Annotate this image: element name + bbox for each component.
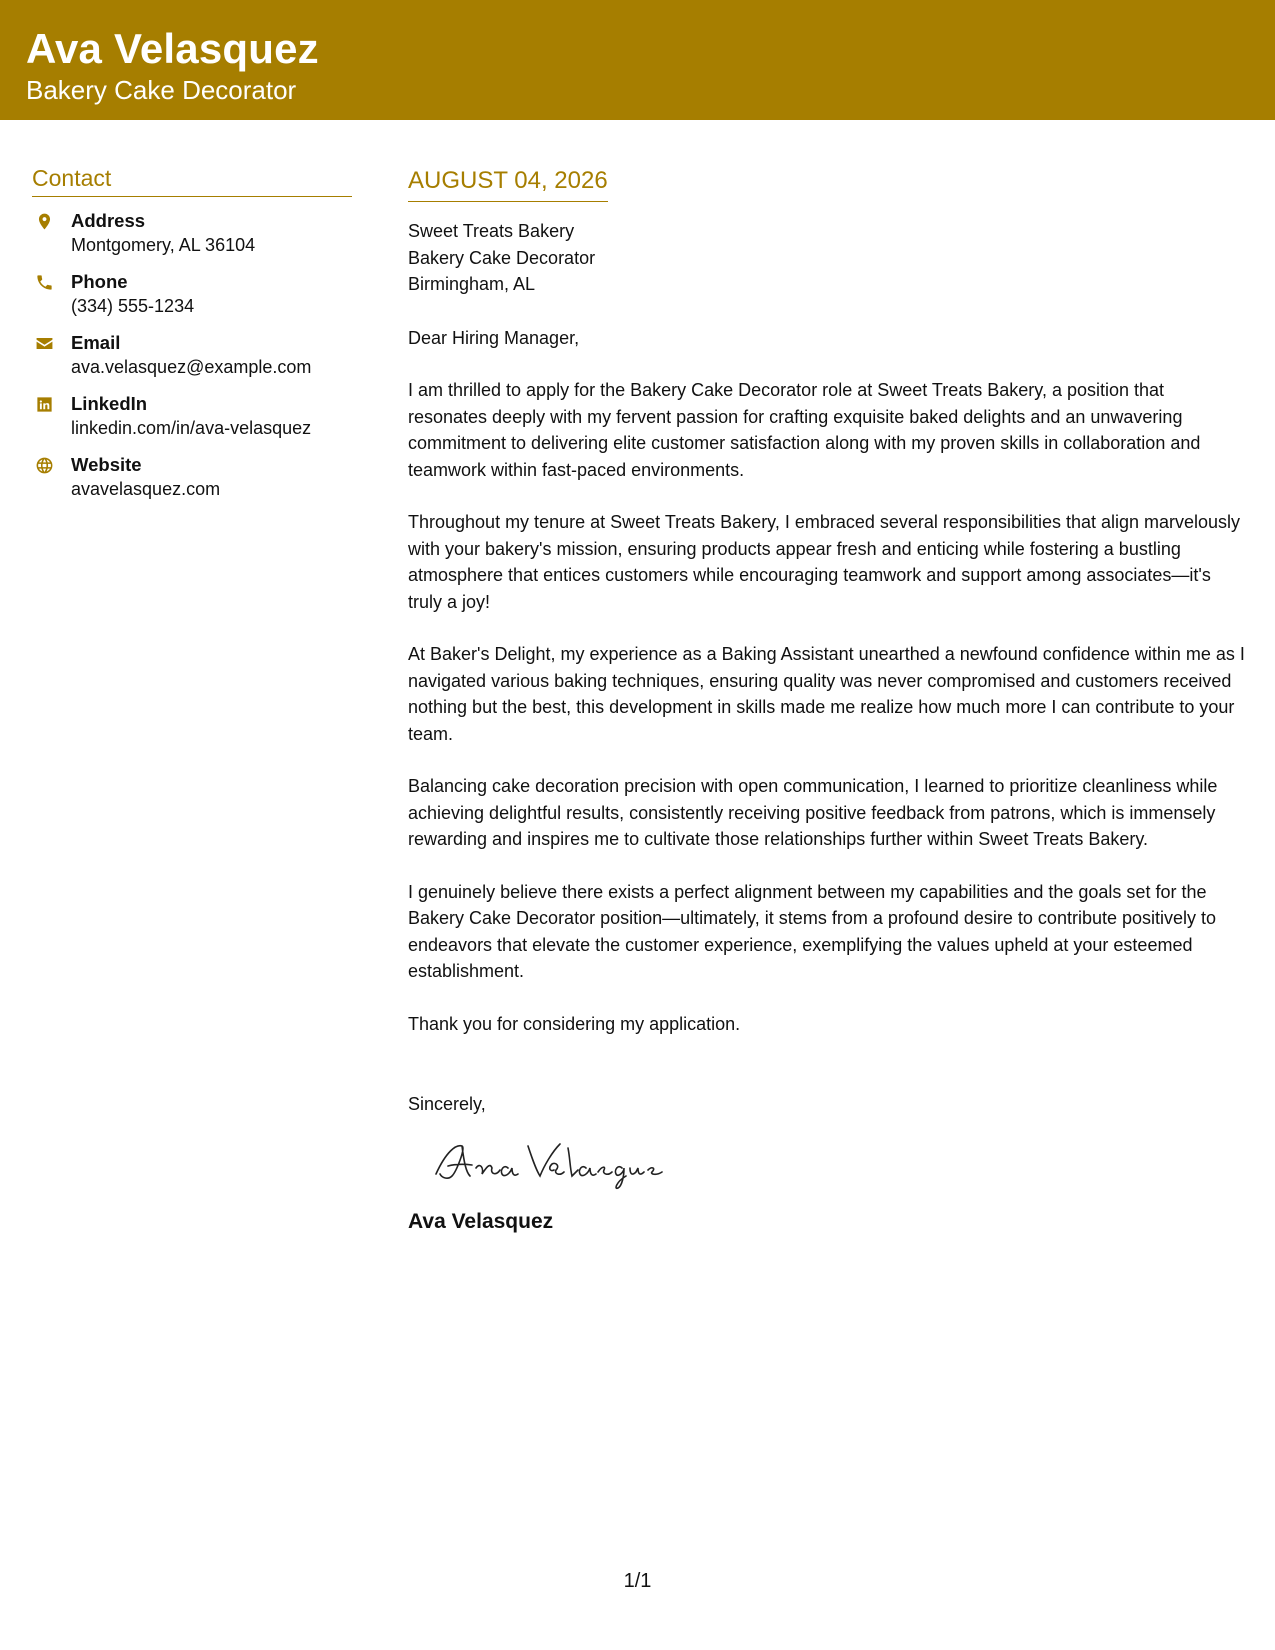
contact-item-linkedin (32, 392, 352, 440)
paragraph: I genuinely believe there exists a perfect alignment between my capabilities and the goals set for the Bakery Cake Decorator position—ultimately, it stems from a profound desire to contribute positively to endeavors that elevate the customer experience, exemplifying the values upheld at your esteemed establishment. (408, 881, 1217, 981)
closing: Sincerely, (408, 1094, 486, 1114)
letter-date: AUGUST 04, 2026 (408, 167, 608, 194)
phone-icon (34, 272, 54, 292)
map-pin-icon (34, 211, 54, 231)
sidebar (32, 164, 352, 514)
signature-image (426, 1132, 1248, 1202)
signature-svg (426, 1132, 666, 1192)
page-number: 1/1 (623, 1570, 652, 1592)
contact-section-title: Contact (32, 164, 352, 197)
paragraph-thanks: Thank you for considering my application. (408, 1013, 741, 1034)
contact-label: Phone (71, 271, 128, 292)
recipient-company: Sweet Treats Bakery (408, 221, 575, 241)
contact-label: LinkedIn (71, 393, 148, 414)
contact-item-phone (32, 270, 352, 318)
contact-label: Address (71, 210, 146, 231)
letter-body (408, 166, 1248, 1236)
contact-item-address (32, 209, 352, 257)
recipient-location: Birmingham, AL (408, 274, 536, 294)
contact-list (32, 209, 352, 501)
header-banner (0, 0, 1275, 120)
contact-value: avavelasquez.com (71, 479, 221, 499)
contact-value: linkedin.com/in/ava-velasquez (71, 418, 312, 438)
recipient-position: Bakery Cake Decorator (408, 247, 596, 268)
contact-label: Email (71, 332, 121, 353)
paragraph: Balancing cake decoration precision with open communication, I learned to prioritize cleanliness while achieving delightful results, consistently receiving positive feedback from patrons, which is immensely rewarding and inspires me to cultivate those relationships further within Sweet Treats Bakery. (408, 776, 1218, 849)
signer-name: Ava Velasquez (408, 1209, 554, 1233)
paragraph: I am thrilled to apply for the Bakery Cake Decorator role at Sweet Treats Bakery, a position that resonates deeply with my fervent passion for crafting exquisite baked delights and an unwavering commitment to delivering elite customer satisfaction along with my proven skills in collaboration and teamwork within fast-paced environments. (408, 380, 1201, 480)
applicant-name: Ava Velasquez (26, 25, 319, 72)
envelope-icon (34, 333, 54, 353)
contact-label: Website (71, 454, 142, 475)
paragraph: At Baker's Delight, my experience as a Baking Assistant unearthed a newfound confidence within me as I navigated various baking techniques, ensuring quality was never compromised and customers received nothing but the best, this development in skills made me realize how much more I can contribute to your team. (408, 644, 1245, 744)
contact-item-email (32, 331, 352, 379)
globe-icon (34, 455, 54, 475)
salutation: Dear Hiring Manager, (408, 327, 580, 348)
recipient-block (408, 218, 1248, 298)
contact-value: Montgomery, AL 36104 (71, 235, 256, 255)
linkedin-icon (34, 394, 54, 414)
paragraph: Throughout my tenure at Sweet Treats Bakery, I embraced several responsibilities that align marvelously with your bakery's mission, ensuring products appear fresh and enticing while fostering a bustling atmosphere that entices customers while encouraging teamwork and support among associates—it's truly a joy! (408, 512, 1241, 612)
contact-item-website (32, 453, 352, 501)
applicant-role: Bakery Cake Decorator (26, 75, 297, 105)
date-underline (408, 166, 608, 202)
contact-value: ava.velasquez@example.com (71, 357, 312, 377)
contact-value: (334) 555-1234 (71, 296, 195, 316)
